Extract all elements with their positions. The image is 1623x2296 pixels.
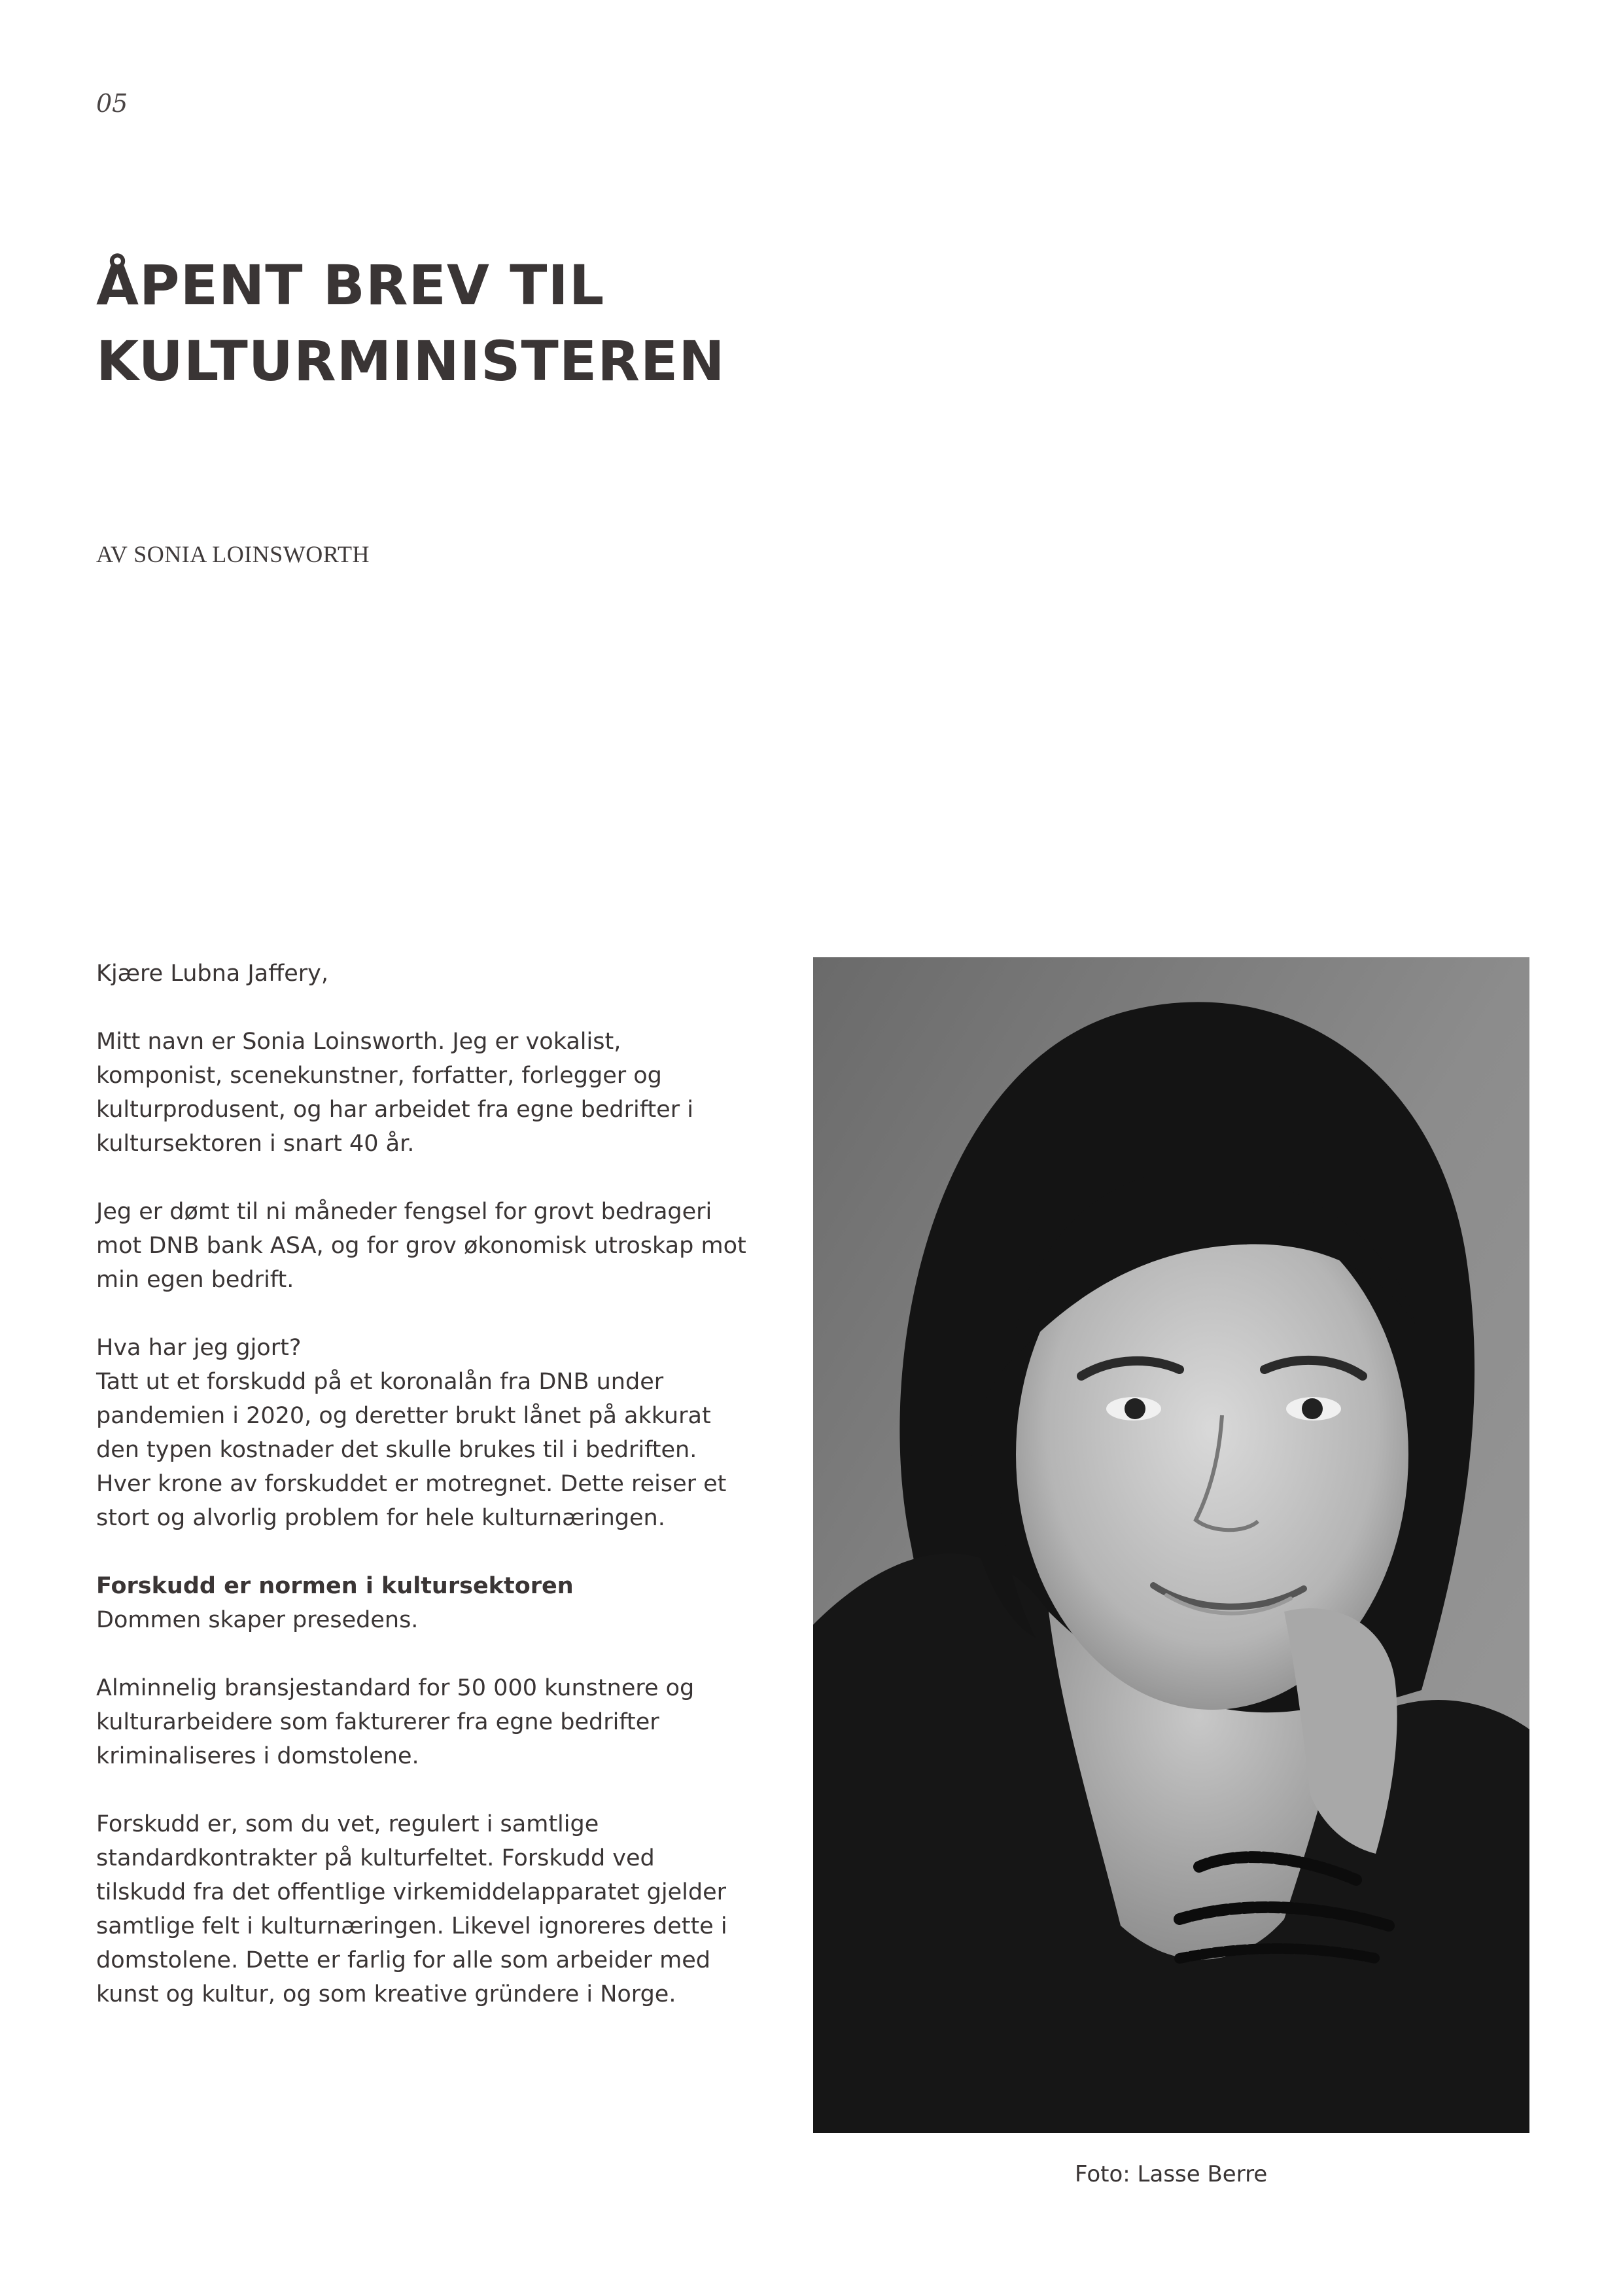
letter-paragraph-verdict: Jeg er dømt til ni måneder fengsel for grovt bedrageri mot DNB bank ASA, og for grov økonomisk utroskap mot min egen bedrift. (96, 1199, 746, 1293)
letter-greeting: Kjære Lubna Jaffery, (96, 961, 329, 987)
section-heading: Forskudd er normen i kultursektoren (96, 1573, 574, 1599)
letter-section (96, 1569, 750, 1637)
portrait-illustration (813, 957, 1529, 2133)
letter-body (96, 957, 750, 2045)
question-line: Hva har jeg gjort? (96, 1335, 302, 1361)
letter-paragraph-standard: Alminnelig bransjestandard for 50 000 kunstnere og kulturarbeidere som fakturerer fra egne bedrifter kriminaliseres i domstolene. (96, 1675, 695, 1769)
question-answer: Tatt ut et forskudd på et koronalån fra DNB under pandemien i 2020, og deretter brukt lånet på akkurat den typen kostnader det skulle brukes til i bedriften. Hver krone av forskuddet er motregnet. Dette reiser et stort og alvorlig problem for hele kulturnæringen. (96, 1369, 727, 1531)
page-number: 05 (96, 89, 128, 118)
letter-paragraph-contracts: Forskudd er, som du vet, regulert i samtlige standardkontrakter på kulturfeltet. Forskudd ved tilskudd fra det offentlige virkemiddelapparatet gjelder samtlige felt i kulturnæringen. Likevel ignoreres dette i domstolene. Dette er farlig for alle som arbeider med kunst og kultur, og som kreative gründere i Norge. (96, 1811, 727, 2007)
letter-paragraph-question (96, 1331, 750, 1535)
title-line-2: KULTURMINISTEREN (96, 329, 725, 393)
title-line-1: ÅPENT BREV TIL (96, 253, 605, 317)
section-lead: Dommen skaper presedens. (96, 1607, 419, 1633)
byline: AV SONIA LOINSWORTH (96, 541, 370, 567)
photo-caption: Foto: Lasse Berre (1075, 2161, 1268, 2187)
page-title (96, 247, 725, 399)
portrait-photo (813, 957, 1529, 2133)
letter-paragraph-intro: Mitt navn er Sonia Loinsworth. Jeg er vokalist, komponist, scenekunstner, forfatter, forlegger og kulturprodusent, og har arbeidet fra egne bedrifter i kultursektoren i snart 40 år. (96, 1029, 693, 1157)
